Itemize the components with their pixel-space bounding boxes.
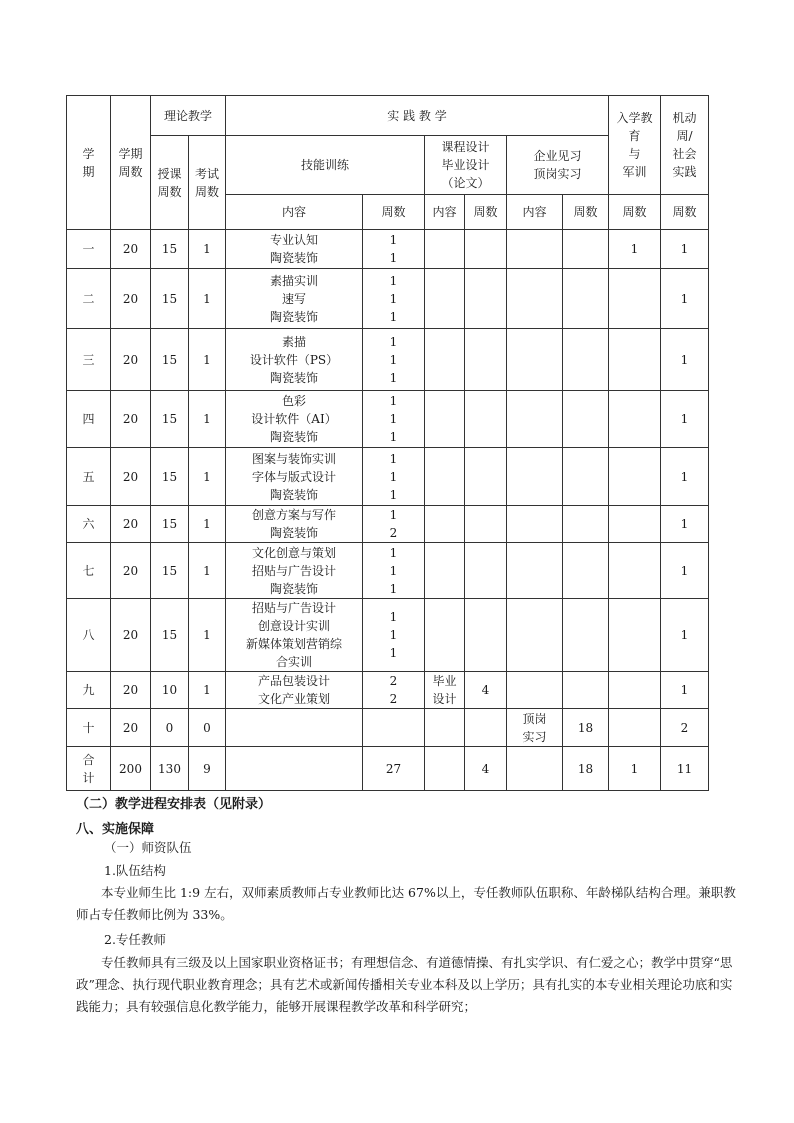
cell-design-content [425, 269, 465, 329]
cell-skill-weeks: 27 [363, 747, 425, 791]
cell-skill-content: 素描实训 速写 陶瓷装饰 [226, 269, 363, 329]
cell-teaching-weeks: 15 [151, 506, 189, 543]
cell-orientation-weeks [609, 329, 661, 391]
cell-design-content [425, 709, 465, 747]
cell-flexible-weeks: 2 [661, 709, 709, 747]
cell-exam-weeks: 1 [189, 448, 226, 506]
subsection-heading: 1.队伍结构 [104, 863, 166, 878]
cell-intern-content [507, 448, 563, 506]
cell-skill-content [226, 747, 363, 791]
header-weeks: 周数 [609, 195, 661, 230]
cell-orientation-weeks [609, 269, 661, 329]
cell-design-content: 毕业 设计 [425, 672, 465, 709]
cell-skill-weeks [363, 709, 425, 747]
cell-design-content [425, 599, 465, 672]
cell-semester: 十 [67, 709, 111, 747]
cell-design-weeks [465, 506, 507, 543]
cell-skill-weeks: 2 2 [363, 672, 425, 709]
cell-intern-weeks [563, 543, 609, 599]
cell-intern-weeks [563, 329, 609, 391]
table-row [67, 448, 709, 506]
cell-intern-weeks [563, 391, 609, 448]
cell-semester: 四 [67, 391, 111, 448]
header-exam-weeks: 考试 周数 [189, 136, 226, 230]
cell-skill-weeks: 1 1 1 [363, 269, 425, 329]
cell-semester: 五 [67, 448, 111, 506]
cell-skill-content: 产品包装设计 文化产业策划 [226, 672, 363, 709]
cell-intern-content: 顶岗 实习 [507, 709, 563, 747]
cell-teaching-weeks: 15 [151, 391, 189, 448]
table-row [67, 747, 709, 791]
cell-orientation-weeks: 1 [609, 747, 661, 791]
table-row [67, 672, 709, 709]
cell-design-weeks [465, 599, 507, 672]
cell-weeks: 20 [111, 543, 151, 599]
cell-skill-weeks: 1 1 1 [363, 391, 425, 448]
header-content: 内容 [425, 195, 465, 230]
cell-skill-weeks: 1 1 1 [363, 448, 425, 506]
cell-teaching-weeks: 10 [151, 672, 189, 709]
header-internship: 企业见习 顶岗实习 [507, 136, 609, 195]
table-row [67, 599, 709, 672]
cell-exam-weeks: 1 [189, 329, 226, 391]
cell-weeks: 20 [111, 329, 151, 391]
paragraph: 本专业师生比 1:9 左右，双师素质教师占专业教师比达 67%以上，专任教师队伍职称、年龄梯队结构合理。兼职教师占专任教师比例为 33%。 [76, 885, 736, 922]
cell-orientation-weeks: 1 [609, 230, 661, 269]
cell-skill-content: 图案与装饰实训 字体与版式设计 陶瓷装饰 [226, 448, 363, 506]
cell-intern-weeks [563, 672, 609, 709]
cell-weeks: 20 [111, 448, 151, 506]
cell-skill-weeks: 1 1 [363, 230, 425, 269]
cell-skill-content: 素描 设计软件（PS） 陶瓷装饰 [226, 329, 363, 391]
cell-weeks: 200 [111, 747, 151, 791]
cell-skill-weeks: 1 1 1 [363, 543, 425, 599]
cell-skill-content [226, 709, 363, 747]
cell-semester: 合 计 [67, 747, 111, 791]
table-row [67, 269, 709, 329]
cell-design-weeks [465, 269, 507, 329]
cell-intern-weeks [563, 506, 609, 543]
cell-design-content [425, 747, 465, 791]
cell-skill-content: 色彩 设计软件（AI） 陶瓷装饰 [226, 391, 363, 448]
cell-exam-weeks: 1 [189, 506, 226, 543]
cell-skill-content: 创意方案与写作 陶瓷装饰 [226, 506, 363, 543]
header-semester-weeks: 学期 周数 [111, 96, 151, 230]
cell-orientation-weeks [609, 506, 661, 543]
cell-orientation-weeks [609, 599, 661, 672]
cell-exam-weeks: 1 [189, 391, 226, 448]
cell-flexible-weeks: 1 [661, 269, 709, 329]
cell-design-content [425, 506, 465, 543]
cell-intern-content [507, 599, 563, 672]
cell-skill-content: 招贴与广告设计 创意设计实训 新媒体策划营销综 合实训 [226, 599, 363, 672]
cell-design-content [425, 448, 465, 506]
cell-flexible-weeks: 1 [661, 672, 709, 709]
cell-intern-weeks: 18 [563, 709, 609, 747]
cell-design-weeks [465, 391, 507, 448]
cell-design-weeks [465, 543, 507, 599]
cell-teaching-weeks: 15 [151, 230, 189, 269]
cell-teaching-weeks: 15 [151, 543, 189, 599]
cell-teaching-weeks: 130 [151, 747, 189, 791]
cell-weeks: 20 [111, 391, 151, 448]
table-row [67, 230, 709, 269]
cell-orientation-weeks [609, 448, 661, 506]
cell-intern-content [507, 747, 563, 791]
header-skill-training: 技能训练 [226, 136, 425, 195]
cell-design-content [425, 391, 465, 448]
cell-weeks: 20 [111, 709, 151, 747]
cell-teaching-weeks: 0 [151, 709, 189, 747]
cell-design-weeks [465, 709, 507, 747]
cell-weeks: 20 [111, 506, 151, 543]
cell-design-content [425, 543, 465, 599]
cell-exam-weeks: 1 [189, 269, 226, 329]
cell-flexible-weeks: 1 [661, 230, 709, 269]
cell-skill-weeks: 1 1 1 [363, 599, 425, 672]
cell-orientation-weeks [609, 709, 661, 747]
cell-intern-content [507, 391, 563, 448]
table-row [67, 391, 709, 448]
cell-semester: 一 [67, 230, 111, 269]
cell-exam-weeks: 1 [189, 230, 226, 269]
cell-design-weeks: 4 [465, 747, 507, 791]
cell-exam-weeks: 9 [189, 747, 226, 791]
table-row [67, 506, 709, 543]
header-weeks: 周数 [465, 195, 507, 230]
cell-skill-content: 文化创意与策划 招贴与广告设计 陶瓷装饰 [226, 543, 363, 599]
cell-exam-weeks: 1 [189, 672, 226, 709]
header-theory: 理论教学 [151, 96, 226, 136]
header-flexible: 机动 周/ 社会 实践 [661, 96, 709, 195]
table-row [67, 543, 709, 599]
cell-orientation-weeks [609, 672, 661, 709]
cell-skill-content: 专业认知 陶瓷装饰 [226, 230, 363, 269]
header-weeks: 周数 [563, 195, 609, 230]
cell-intern-content [507, 230, 563, 269]
cell-weeks: 20 [111, 269, 151, 329]
subsection-heading: 2.专任教师 [104, 932, 166, 947]
cell-semester: 七 [67, 543, 111, 599]
cell-intern-content [507, 506, 563, 543]
cell-teaching-weeks: 15 [151, 448, 189, 506]
header-content: 内容 [226, 195, 363, 230]
section-heading: 八、实施保障 [76, 822, 155, 837]
cell-weeks: 20 [111, 672, 151, 709]
cell-flexible-weeks: 1 [661, 391, 709, 448]
cell-exam-weeks: 0 [189, 709, 226, 747]
subsection-heading: （一）师资队伍 [104, 840, 192, 855]
cell-flexible-weeks: 1 [661, 506, 709, 543]
cell-intern-weeks [563, 269, 609, 329]
cell-intern-weeks [563, 230, 609, 269]
cell-semester: 三 [67, 329, 111, 391]
header-content: 内容 [507, 195, 563, 230]
cell-flexible-weeks: 1 [661, 448, 709, 506]
header-course-design: 课程设计 毕业设计 （论文） [425, 136, 507, 195]
cell-skill-weeks: 1 1 1 [363, 329, 425, 391]
cell-flexible-weeks: 1 [661, 599, 709, 672]
schedule-heading: （二）教学进程安排表（见附录） [76, 797, 272, 812]
cell-intern-content [507, 329, 563, 391]
cell-design-content [425, 329, 465, 391]
cell-weeks: 20 [111, 599, 151, 672]
cell-flexible-weeks: 1 [661, 543, 709, 599]
table-row [67, 329, 709, 391]
header-orientation: 入学教 育 与 军训 [609, 96, 661, 195]
cell-teaching-weeks: 15 [151, 329, 189, 391]
cell-orientation-weeks [609, 391, 661, 448]
cell-intern-weeks [563, 448, 609, 506]
cell-orientation-weeks [609, 543, 661, 599]
cell-exam-weeks: 1 [189, 543, 226, 599]
teaching-schedule-table [66, 95, 709, 791]
cell-intern-content [507, 269, 563, 329]
cell-semester: 六 [67, 506, 111, 543]
cell-intern-content [507, 672, 563, 709]
cell-design-weeks [465, 448, 507, 506]
cell-intern-weeks [563, 599, 609, 672]
cell-design-weeks [465, 230, 507, 269]
cell-semester: 九 [67, 672, 111, 709]
cell-exam-weeks: 1 [189, 599, 226, 672]
cell-weeks: 20 [111, 230, 151, 269]
cell-flexible-weeks: 1 [661, 329, 709, 391]
header-semester: 学 期 [67, 96, 111, 230]
cell-skill-weeks: 1 2 [363, 506, 425, 543]
cell-semester: 八 [67, 599, 111, 672]
header-teaching-weeks: 授课 周数 [151, 136, 189, 230]
header-weeks: 周数 [661, 195, 709, 230]
cell-intern-weeks: 18 [563, 747, 609, 791]
header-practice: 实 践 教 学 [226, 96, 609, 136]
cell-design-weeks: 4 [465, 672, 507, 709]
cell-semester: 二 [67, 269, 111, 329]
cell-teaching-weeks: 15 [151, 599, 189, 672]
cell-design-weeks [465, 329, 507, 391]
cell-flexible-weeks: 11 [661, 747, 709, 791]
cell-design-content [425, 230, 465, 269]
paragraph: 专任教师具有三级及以上国家职业资格证书；有理想信念、有道德情操、有扎实学识、有仁爱之心；教学中贯穿“思政”理念、执行现代职业教育理念；具有艺术或新闻传播相关专业本科及以上学历；具有扎实的本专业相关理论功底和实践能力；具有较强信息化教学能力，能够开展课程教学改革和科学研究； [76, 955, 733, 1014]
header-weeks: 周数 [363, 195, 425, 230]
table-row [67, 709, 709, 747]
cell-intern-content [507, 543, 563, 599]
cell-teaching-weeks: 15 [151, 269, 189, 329]
